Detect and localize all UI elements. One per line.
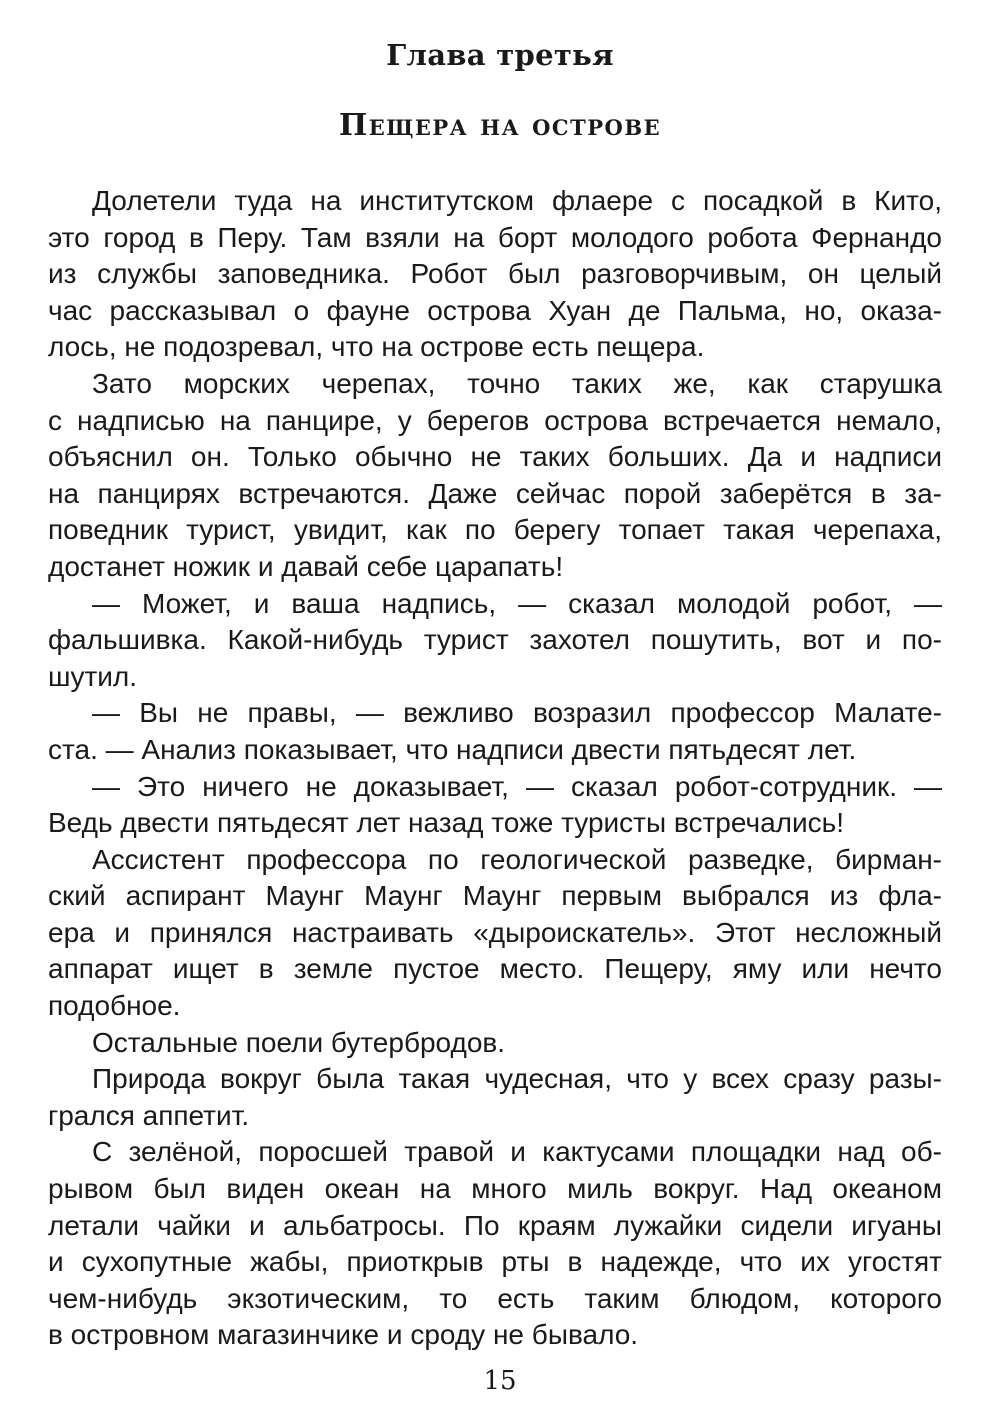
text-line: шутил. (48, 660, 138, 692)
text-line: это город в Перу. Там взяли на борт молодого робота Фернандо (48, 221, 942, 253)
text-line: Природа вокруг была такая чудесная, что у всех сразу разы- (92, 1063, 942, 1095)
text-line: подобное. (48, 990, 181, 1022)
page-number: 15 (483, 1366, 517, 1396)
text-line: объяснил он. Только обычно не таких больших. Да и надписи (48, 441, 942, 473)
text-line: ера и принялся настраивать «дыроискатель». Этот несложный (48, 916, 942, 948)
text-line: — Вы не правы, — вежливо возразил профессор Малате- (92, 697, 942, 729)
text-line: чем-нибудь экзотическим, то есть таким блюдом, которого (48, 1282, 942, 1314)
text-line: — Может, и ваша надпись, — сказал молодой робот, — (92, 587, 942, 619)
text-line: аппарат ищет в земле пустое место. Пещеру, яму или нечто (48, 953, 942, 985)
text-line: лось, не подозревал, что на острове есть пещера. (48, 331, 705, 363)
text-line: ский аспирант Маунг Маунг Маунг первым выбрался из фла- (48, 880, 942, 912)
text-line: достанет ножик и давай себе царапать! (48, 550, 564, 582)
text-line: поведник турист, увидит, как по берегу топает такая черепаха, (48, 514, 942, 546)
text-line: и сухопутные жабы, приоткрыв рты в надежде, что их угостят (48, 1246, 942, 1278)
text-line: из службы заповедника. Робот был разговорчивым, он целый (48, 258, 942, 290)
text-line: рывом был виден океан на много миль вокруг. Над океаном (48, 1173, 942, 1205)
text-line: час рассказывал о фауне острова Хуан де Пальма, но, оказа- (48, 294, 942, 326)
text-line: на панцирях встречаются. Даже сейчас порой заберётся в за- (48, 477, 942, 509)
chapter-label: Глава третья (386, 38, 614, 72)
text-line: с надписью на панцире, у берегов острова встречается немало, (48, 404, 942, 436)
text-line: Остальные поели бутербродов. (92, 1026, 506, 1058)
text-line: Ассистент профессора по геологической разведке, бирман- (92, 843, 942, 875)
chapter-text (48, 183, 942, 1354)
text-line: С зелёной, поросшей травой и кактусами площадки над об- (92, 1136, 942, 1168)
text-line: Зато морских черепах, точно таких же, как старушка (92, 367, 942, 399)
text-line: Долетели туда на институтском флаере с посадкой в Кито, (92, 185, 942, 216)
text-line: фальшивка. Какой-нибудь турист захотел пошутить, вот и по- (48, 624, 942, 656)
text-line: — Это ничего не доказывает, — сказал робот-сотрудник. — (92, 770, 942, 802)
text-line: Ведь двести пятьдесят лет назад тоже туристы встречались! (48, 807, 845, 839)
text-line: ста. — Анализ показывает, что надписи двести пятьдесят лет. (48, 733, 857, 765)
chapter-title: Пещера на острове (338, 108, 662, 143)
text-line: грался аппетит. (48, 1099, 250, 1131)
text-line: в островном магазинчике и сроду не бывало. (48, 1319, 639, 1351)
text-line: летали чайки и альбатросы. По краям лужайки сидели игуаны (48, 1209, 942, 1241)
